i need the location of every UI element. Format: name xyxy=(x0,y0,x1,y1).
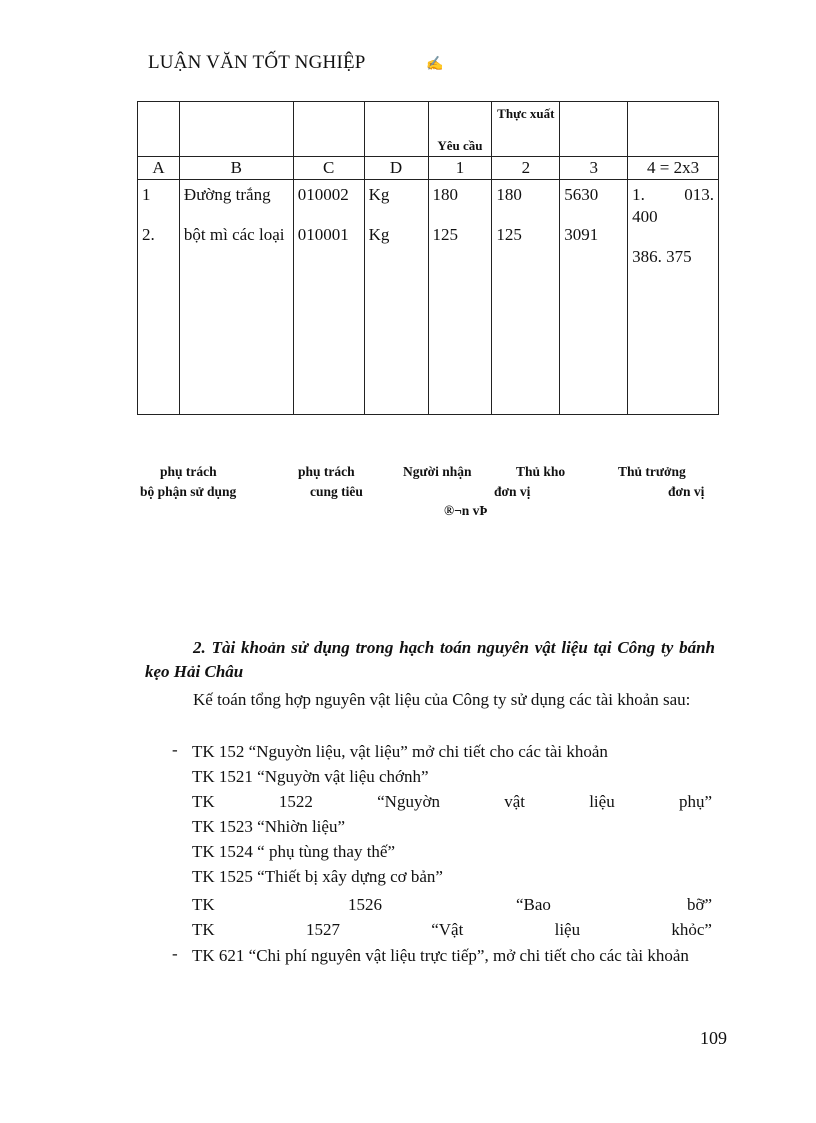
index-cell: D xyxy=(364,157,428,180)
no-cell xyxy=(138,180,180,415)
word: liệu xyxy=(554,920,581,939)
word: phụ” xyxy=(678,792,712,811)
signature-label: Thủ trưởng xyxy=(618,464,686,479)
unit-cell xyxy=(364,180,428,415)
row-1-required: 180 xyxy=(432,185,458,204)
tk1524-line: TK 1524 “ phụ tùng thay thế” xyxy=(192,842,396,861)
signature-label: phụ trách xyxy=(160,464,217,479)
required-cell xyxy=(428,180,492,415)
word: vật xyxy=(504,792,525,811)
row-1-unit: Kg xyxy=(368,185,390,204)
word: “Nguyờn xyxy=(377,792,440,811)
tk1522-line xyxy=(192,790,712,814)
signature-label: cung tiêu xyxy=(310,484,363,499)
code-cell xyxy=(293,180,364,415)
section-heading: 2. Tài khoản sử dụng trong hạch toán nguyên vật liệu tại Công ty bánh kẹo Hải Châu xyxy=(145,638,715,681)
amount-cell xyxy=(628,180,719,415)
tk1527-line xyxy=(192,918,712,942)
index-cell: 2 xyxy=(492,157,560,180)
tk152-line: TK 152 “Nguyờn liệu, vật liệu” mở chi tiết cho các tài khoản xyxy=(192,742,608,761)
tk1525-line: TK 1525 “Thiết bị xây dựng cơ bản” xyxy=(192,867,443,886)
intro-paragraph: Kế toán tổng hợp nguyên vật liệu của Công ty sử dụng các tài khoản sau: xyxy=(193,690,691,709)
bullet-dash: - xyxy=(172,944,178,963)
tk621-paragraph: TK 621 “Chi phí nguyên vật liệu trực tiếp”, mở chi tiết cho các tài khoản xyxy=(192,946,689,965)
row-2-name: bột mì các loại xyxy=(183,225,285,244)
signature-label: ®¬n vÞ xyxy=(444,503,488,518)
name-cell xyxy=(179,180,293,415)
signature-label: Người nhận xyxy=(403,464,472,479)
table-index-row xyxy=(138,157,719,180)
signature-label: phụ trách xyxy=(298,464,355,479)
word: bỡ” xyxy=(686,895,712,914)
word: liệu xyxy=(589,792,615,811)
header-cell xyxy=(179,102,293,157)
header-cell-actual: Thực xuất xyxy=(492,102,560,157)
row-2-required: 125 xyxy=(432,225,458,244)
writing-hand-icon: ✍ xyxy=(426,57,444,72)
header-cell xyxy=(293,102,364,157)
index-cell: 1 xyxy=(428,157,492,180)
word: “Vật xyxy=(431,920,464,939)
tk1521-line: TK 1521 “Nguyờn vật liệu chớnh” xyxy=(192,767,429,786)
signature-label: Thủ kho xyxy=(516,464,566,479)
row-2-no: 2. xyxy=(142,225,155,244)
row-1-amount: 1. 013. 400 xyxy=(632,185,714,226)
row-2-actual: 125 xyxy=(496,225,522,244)
header-cell xyxy=(364,102,428,157)
row-1-code: 010002 xyxy=(297,185,349,204)
row-1-no: 1 xyxy=(142,185,151,204)
row-2-unit: Kg xyxy=(368,225,390,244)
signature-label: đơn vị xyxy=(668,484,705,499)
word: 1526 xyxy=(348,895,382,914)
word: 1522 xyxy=(278,792,313,811)
row-2-price: 3091 xyxy=(564,225,599,244)
row-2-code: 010001 xyxy=(297,225,349,244)
row-1-actual: 180 xyxy=(496,185,522,204)
row-1-name: Đường trắng xyxy=(183,185,271,204)
word: khỏc” xyxy=(671,920,712,939)
signature-label: bộ phận sử dụng xyxy=(140,484,237,499)
word: TK xyxy=(192,792,215,811)
word: TK xyxy=(192,895,215,914)
signature-label: đơn vị xyxy=(494,484,531,499)
header-cell xyxy=(560,102,628,157)
price-cell xyxy=(560,180,628,415)
row-1-price: 5630 xyxy=(564,185,599,204)
tk1523-line: TK 1523 “Nhiờn liệu” xyxy=(192,817,345,836)
header-cell xyxy=(628,102,719,157)
materials-table xyxy=(137,101,719,415)
index-cell: 3 xyxy=(560,157,628,180)
table-row xyxy=(138,180,719,415)
header-cell-required: Yêu cầu xyxy=(428,102,492,157)
index-cell: B xyxy=(179,157,293,180)
table-header-row xyxy=(138,102,719,157)
page-number: 109 xyxy=(700,1028,727,1048)
bullet-dash: - xyxy=(172,740,178,759)
index-cell: C xyxy=(293,157,364,180)
word: 1527 xyxy=(305,920,340,939)
actual-cell xyxy=(492,180,560,415)
index-cell: A xyxy=(138,157,180,180)
index-cell: 4 = 2x3 xyxy=(628,157,719,180)
page-header-title: LUẬN VĂN TỐT NGHIỆP xyxy=(148,52,366,73)
header-cell xyxy=(138,102,180,157)
word: “Bao xyxy=(516,895,551,914)
word: TK xyxy=(192,920,215,939)
row-2-amount: 386. 375 xyxy=(632,247,692,266)
